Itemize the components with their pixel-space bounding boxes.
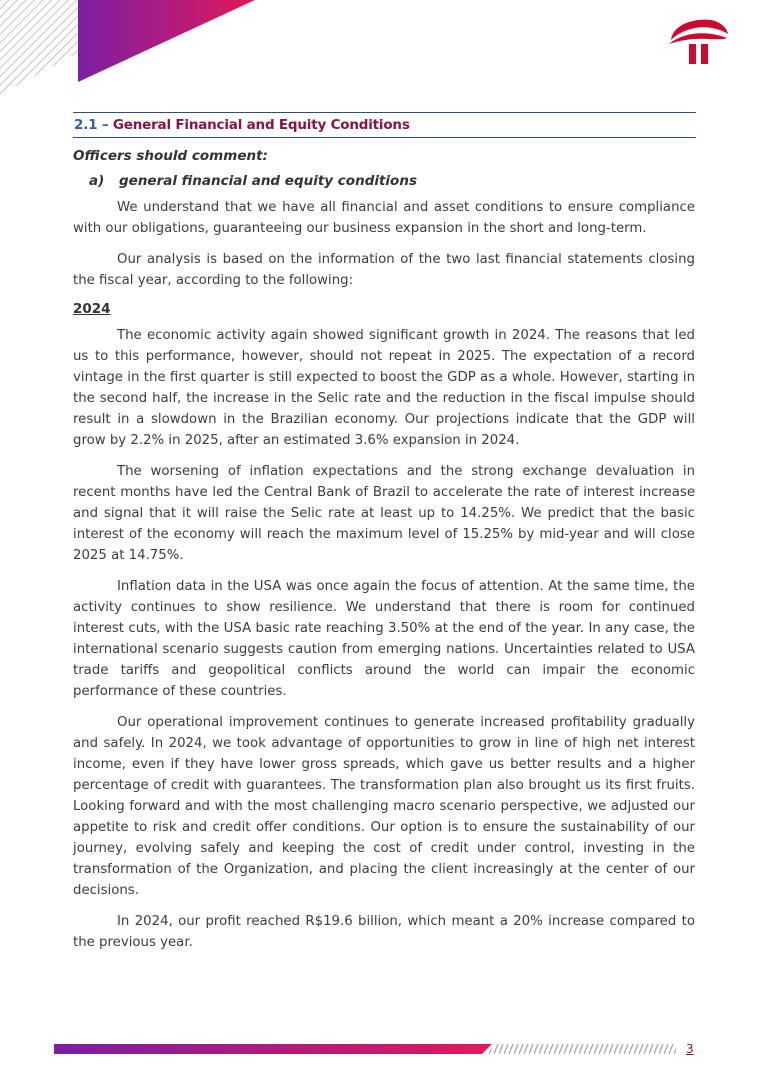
footer-decoration bbox=[54, 1044, 676, 1054]
corner-decoration bbox=[0, 0, 260, 100]
section-top-rule bbox=[73, 112, 696, 113]
section-title-text: General Financial and Equity Conditions bbox=[112, 117, 410, 133]
page-number: 3 bbox=[686, 1042, 694, 1056]
list-item-a bbox=[73, 173, 695, 189]
paragraph-2024-4: Our operational improvement continues to generate increased profitability gradually and safely. In 2024, we took advantage of opportunities to grow in line of high net interest income, even if they have lower gross spreads, which gave us better results and a higher percentage of credit with guarantees. The transformation plan also brought us its first fruits. Looking forward and with the most challenging macro scenario perspective, we adjusted our appetite to risk and credit offer conditions. Our option is to ensure the sustainability of our journey, evolving safely and keeping the cost of credit under control, investing in the transformation of the Organization, and placing the client increasingly at the center of our decisions. bbox=[73, 715, 695, 898]
paragraph-2024-5: In 2024, our profit reached R$19.6 billion, which meant a 20% increase compared to the previous year. bbox=[73, 914, 695, 950]
list-item-text: general financial and equity conditions bbox=[119, 173, 417, 189]
section-bottom-rule bbox=[73, 137, 696, 138]
year-heading: 2024 bbox=[73, 301, 111, 317]
section-title bbox=[74, 117, 410, 133]
bradesco-logo-icon bbox=[665, 14, 731, 66]
paragraph-2024-1: The economic activity again showed significant growth in 2024. The reasons that led us to this performance, however, should not repeat in 2025. The expectation of a record vintage in the first quarter is still expected to boost the GDP as a whole. However, starting in the second half, the increase in the Selic rate and the reduction in the fiscal impulse should result in a slowdown in the Brazilian economy. Our projections indicate that the GDP will grow by 2.2% in 2025, after an estimated 3.6% expansion in 2024. bbox=[73, 328, 695, 448]
paragraph-intro-2: Our analysis is based on the information of the two last financial statements closing the fiscal year, according to the following: bbox=[73, 252, 695, 288]
section-number: 2.1 – bbox=[74, 117, 109, 133]
paragraph-2024-2: The worsening of inflation expectations and the strong exchange devaluation in recent months have led the Central Bank of Brazil to accelerate the rate of interest increase and signal that it will raise the Selic rate at least up to 14.25%. We predict that the basic interest of the economy will reach the maximum level of 15.25% by mid-year and will close 2025 at 14.75%. bbox=[73, 464, 695, 563]
document-body bbox=[73, 148, 695, 963]
officers-label: Officers should comment: bbox=[73, 148, 268, 164]
paragraph-2024-3: Inflation data in the USA was once again the focus of attention. At the same time, the activity continues to show resilience. We understand that there is room for continued interest cuts, with the USA basic rate reaching 3.50% at the end of the year. In any case, the international scenario suggests caution from emerging nations. Uncertainties related to USA trade tariffs and geopolitical conflicts around the world can impair the economic performance of these countries. bbox=[73, 579, 695, 699]
list-marker: a) bbox=[89, 173, 105, 189]
paragraph-intro-1: We understand that we have all financial and asset conditions to ensure compliance with our obligations, guaranteeing our business expansion in the short and long-term. bbox=[73, 200, 695, 236]
